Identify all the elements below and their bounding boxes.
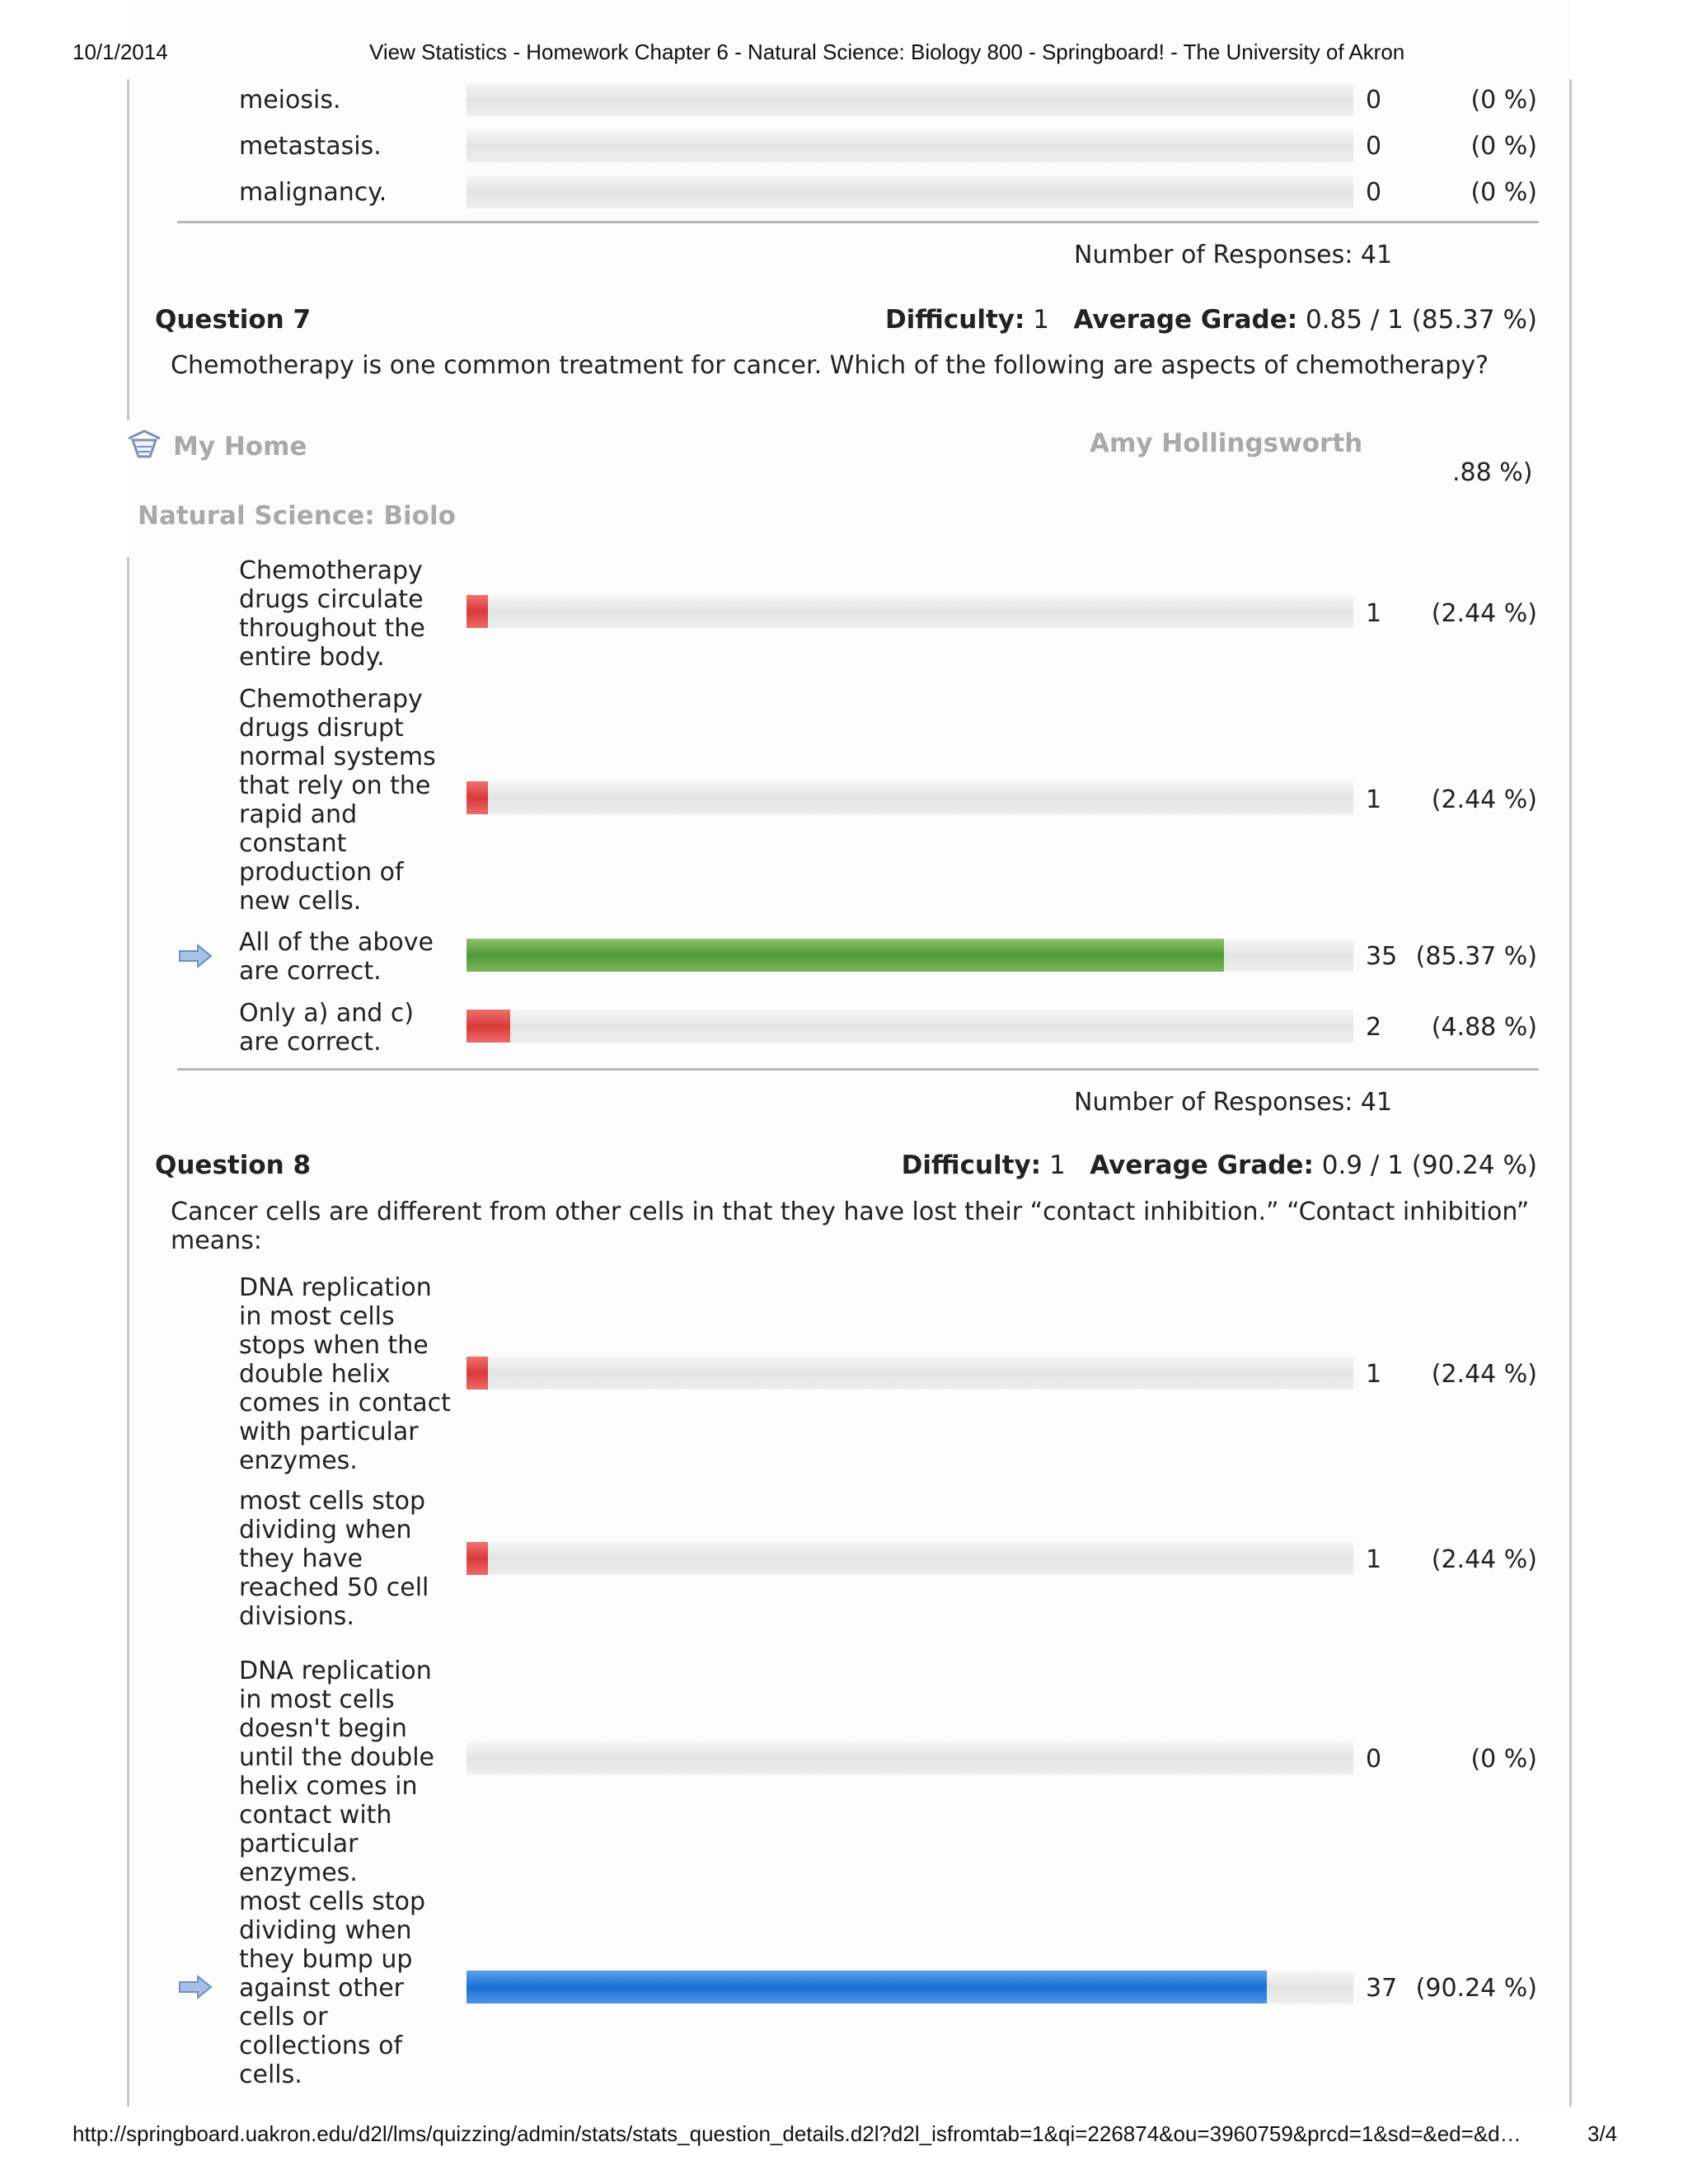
print-header bbox=[0, 40, 1688, 73]
response-bar bbox=[467, 1542, 1353, 1575]
response-bar-fill bbox=[467, 1542, 488, 1575]
average-grade-label: Average Grade: bbox=[1090, 1151, 1314, 1180]
response-percent: (4.88 %) bbox=[1431, 1013, 1537, 1042]
partial-percent: .88 %) bbox=[1452, 458, 1533, 487]
responses-value: 41 bbox=[1360, 1088, 1393, 1117]
response-bar-fill bbox=[467, 595, 488, 628]
user-name[interactable]: Amy Hollingsworth bbox=[1090, 429, 1363, 458]
question-title: Question 8 bbox=[155, 1151, 312, 1180]
difficulty-label: Difficulty: bbox=[901, 1151, 1042, 1180]
response-bar bbox=[467, 1741, 1353, 1774]
frame-left-line bbox=[127, 79, 129, 420]
response-count: 1 bbox=[1366, 785, 1382, 814]
response-percent: (85.37 %) bbox=[1415, 942, 1537, 971]
response-count: 0 bbox=[1366, 86, 1382, 115]
arrow-right-icon bbox=[178, 1975, 213, 1999]
frame-right-line bbox=[1569, 79, 1572, 2107]
response-bar-fill bbox=[467, 781, 488, 814]
option-label: Only a) and c) are correct. bbox=[239, 999, 415, 1057]
home-icon[interactable] bbox=[125, 429, 163, 462]
course-link[interactable]: Natural Science: Biolo bbox=[138, 501, 456, 531]
my-home-link[interactable]: My Home bbox=[173, 432, 307, 462]
option-label: All of the above are correct. bbox=[239, 928, 434, 986]
response-percent: (0 %) bbox=[1470, 132, 1537, 161]
response-count: 1 bbox=[1366, 1360, 1382, 1389]
question-text: Chemotherapy is one common treatment for cancer. Which of the following are aspects of chemotherapy? bbox=[171, 351, 1489, 380]
response-count: 35 bbox=[1366, 942, 1398, 971]
difficulty-value: 1 bbox=[1033, 305, 1049, 335]
arrow-right-icon bbox=[178, 944, 213, 968]
question-stats bbox=[902, 1151, 1537, 1180]
response-bar-fill bbox=[467, 1971, 1267, 2004]
average-grade-label: Average Grade: bbox=[1073, 305, 1298, 335]
question-text-line-2: means: bbox=[171, 1226, 262, 1255]
frame-left-line-lower bbox=[127, 557, 129, 2107]
response-count: 0 bbox=[1366, 132, 1382, 161]
response-bar bbox=[467, 176, 1353, 209]
question-text-line-1: Cancer cells are different from other cells in that they have lost their “contact inhibition.” “Contact inhibition” bbox=[171, 1197, 1530, 1226]
response-count: 1 bbox=[1366, 1545, 1382, 1574]
divider bbox=[177, 1068, 1539, 1071]
responses-value: 41 bbox=[1360, 241, 1393, 269]
response-count: 37 bbox=[1366, 1974, 1398, 2003]
response-bar bbox=[467, 781, 1353, 814]
response-percent: (2.44 %) bbox=[1431, 1545, 1537, 1574]
response-percent: (0 %) bbox=[1470, 86, 1537, 115]
response-percent: (90.24 %) bbox=[1415, 1974, 1537, 2003]
question-stats bbox=[885, 305, 1537, 335]
difficulty-value: 1 bbox=[1048, 1151, 1066, 1180]
print-title: View Statistics - Homework Chapter 6 - Natural Science: Biology 800 - Springboard! - The University of Akron bbox=[369, 40, 1405, 64]
response-bar-fill bbox=[467, 1010, 510, 1043]
option-label: most cells stop dividing when they have reached 50 cell divisions. bbox=[239, 1487, 429, 1631]
responses-count bbox=[1074, 241, 1392, 269]
response-bar bbox=[467, 1010, 1353, 1043]
response-bar bbox=[467, 83, 1353, 116]
response-percent: (2.44 %) bbox=[1431, 1360, 1537, 1389]
option-label: most cells stop dividing when they bump up against other cells or collections of cells. bbox=[239, 1887, 426, 2089]
response-count: 0 bbox=[1366, 1745, 1382, 1774]
print-date: 10/1/2014 bbox=[73, 40, 168, 64]
average-grade-value: 0.85 / 1 (85.37 %) bbox=[1306, 305, 1537, 335]
option-label: DNA replication in most cells stops when the double helix comes in contact with particular enzymes. bbox=[239, 1273, 451, 1475]
divider bbox=[177, 221, 1539, 223]
response-bar bbox=[467, 1971, 1353, 2004]
option-label: metastasis. bbox=[239, 132, 382, 161]
response-percent: (2.44 %) bbox=[1431, 599, 1537, 628]
response-bar-fill bbox=[467, 939, 1224, 972]
option-label: meiosis. bbox=[239, 86, 341, 115]
option-label: malignancy. bbox=[239, 178, 387, 207]
print-url: http://springboard.uakron.edu/d2l/lms/quizzing/admin/stats/stats_question_details.d2l?d2l_isfromtab=1&qi=226874&ou=3960759&prcd=1&sd=&ed=&d… bbox=[73, 2121, 1522, 2146]
responses-label: Number of Responses: bbox=[1074, 1088, 1353, 1117]
difficulty-label: Difficulty: bbox=[884, 305, 1025, 335]
response-percent: (0 %) bbox=[1470, 1745, 1537, 1774]
option-label: Chemotherapy drugs disrupt normal systems that rely on the rapid and constant production of new cells. bbox=[239, 685, 436, 916]
option-label: Chemotherapy drugs circulate throughout the entire body. bbox=[239, 556, 425, 672]
response-bar bbox=[467, 129, 1353, 162]
responses-count bbox=[1074, 1088, 1392, 1117]
response-percent: (2.44 %) bbox=[1431, 785, 1537, 814]
option-label: DNA replication in most cells doesn't begin until the double helix comes in contact with particular enzymes. bbox=[239, 1657, 435, 1887]
question-title: Question 7 bbox=[155, 305, 312, 335]
response-bar bbox=[467, 1357, 1353, 1390]
response-percent: (0 %) bbox=[1470, 178, 1537, 207]
response-count: 0 bbox=[1366, 178, 1382, 207]
print-page-number: 3/4 bbox=[1587, 2121, 1618, 2146]
response-bar-fill bbox=[467, 1357, 488, 1390]
response-count: 2 bbox=[1366, 1013, 1382, 1042]
response-bar bbox=[467, 939, 1353, 972]
responses-label: Number of Responses: bbox=[1074, 241, 1353, 269]
response-bar bbox=[467, 595, 1353, 628]
response-count: 1 bbox=[1366, 599, 1382, 628]
average-grade-value: 0.9 / 1 (90.24 %) bbox=[1321, 1151, 1537, 1180]
